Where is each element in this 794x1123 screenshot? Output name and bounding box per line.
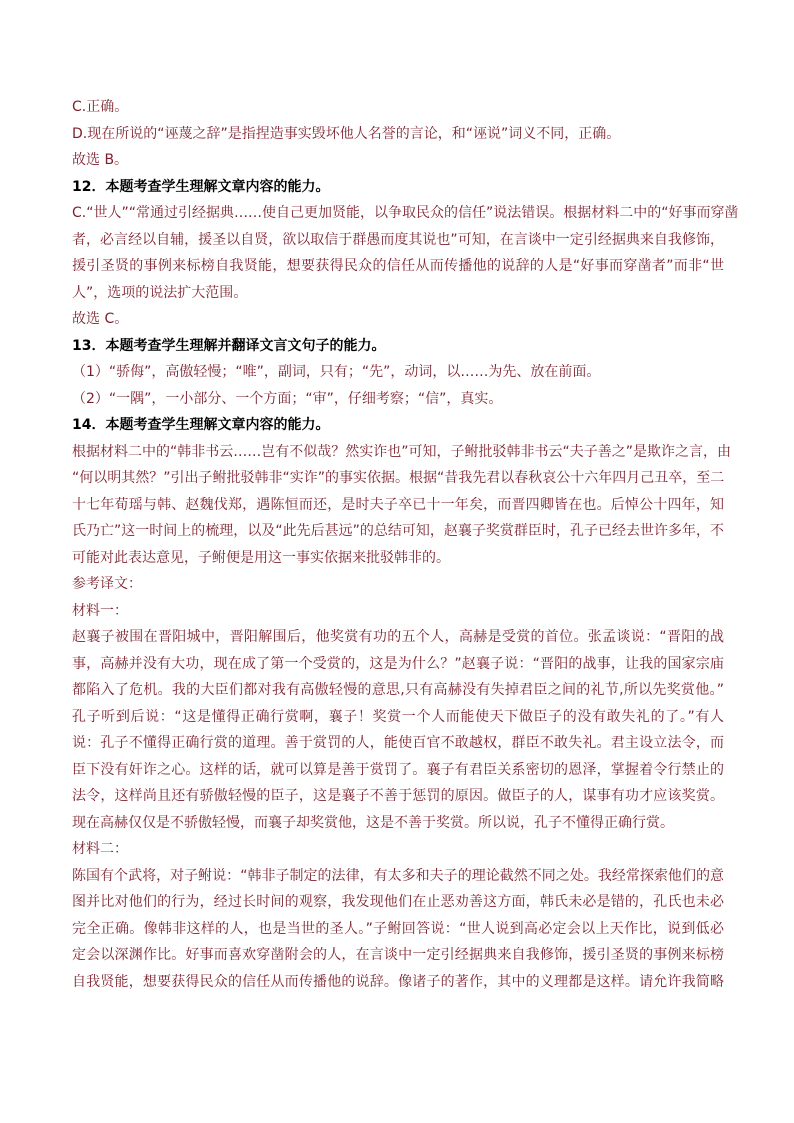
material-2-line: 定会以深渊作比。好事而喜欢穿凿附会的人，在言谈中一定引经据典来自我修饰，援引圣贤的事例来标榜 bbox=[72, 947, 724, 963]
material-1-line: 现在高赫仅仅是不骄傲轻慢，而襄子却奖赏他，这是不善于奖赏。所以说，孔子不懂得正确行赏。 bbox=[72, 814, 674, 831]
question-14-explanation-line: “何以明其然？”引出子鲋批驳韩非“实诈”的事实依据。根据“昔我先君以春秋哀公十六年四月己丑卒，至二 bbox=[72, 470, 725, 486]
question-13-part-1: （1）“骄侮”，高傲轻慢；“唯”，副词，只有；“先”，动词，以……为先、放在前面。 bbox=[72, 364, 601, 380]
question-14-explanation-line: 根据材料二中的“韩非书云……岂有不似哉？然实诈也”可知，子鲋批驳韩非书云“夫子善之”是欺诈之言，由 bbox=[72, 443, 732, 460]
material-2-line: 陈国有个武将，对子鲋说：“韩非子制定的法律，有太多和夫子的理论截然不同之处。我经常探索他们的意 bbox=[72, 867, 724, 884]
question-14-heading: 14．本题考查学生理解文章内容的能力。 bbox=[72, 417, 330, 433]
question-14-explanation-line: 氏乃亡”这一时间上的梳理，以及“此先后甚远”的总结可知，赵襄子奖赏群臣时，孔子已经去世许多年，不 bbox=[72, 523, 724, 539]
material-1-line: 事，高赫并没有大功，现在成了第一个受赏的，这是为什么？”赵襄子说：“晋阳的战事，让我的国家宗庙 bbox=[72, 655, 724, 672]
question-12-explanation-line: 人”，选项的说法扩大范围。 bbox=[72, 284, 248, 301]
material-1-line: 都陷入了危机。我的大臣们都对我有高傲轻慢的意思,只有高赫没有失掉君臣之间的礼节,所以先奖赏他。” bbox=[72, 682, 724, 698]
material-1-line: 说：孔子不懂得正确行赏的道理。善于赏罚的人，能使百官不敢越权，群臣不敢失礼。君主设立法令，而 bbox=[72, 735, 724, 751]
question-14-explanation-line: 十七年荀瑶与韩、赵魏伐郑，遇陈恒而还，是时夫子卒已十一年矣，而晋四卿皆在也。后悼公十四年，知 bbox=[72, 496, 724, 513]
material-2-line: 完全正确。像韩非这样的人，也是当世的圣人。”子鲋回答说：“世人说到高必定会以上天作比，说到低必 bbox=[72, 920, 724, 937]
question-14-explanation-line: 可能对此表达意见，子鲋便是用这一事实依据来批驳韩非的。 bbox=[72, 549, 450, 566]
answer-option-d: D.现在所说的“诬蔑之辞”是指捏造事实毁坏他人名誉的言论，和“诬说”词义不同，正确。 bbox=[72, 125, 621, 142]
translation-heading: 参考译文： bbox=[72, 576, 142, 592]
question-13-heading: 13．本题考查学生理解并翻译文言文句子的能力。 bbox=[72, 337, 386, 354]
material-2-line: 自我贤能，想要获得民众的信任从而传播他的说辞。像诸子的著作，其中的义理都是这样。请允许我简略 bbox=[72, 973, 724, 990]
material-1-line: 法令，这样尚且还有骄傲轻慢的臣子，这是襄子不善于惩罚的原因。做臣子的人，谋事有功才应该奖赏。 bbox=[72, 788, 724, 804]
material-2-heading: 材料二： bbox=[72, 841, 128, 857]
answer-choice-12: 故选 C。 bbox=[72, 311, 129, 327]
answer-option-c: C.正确。 bbox=[72, 99, 129, 115]
material-1-line: 赵襄子被围在晋阳城中，晋阳解围后，他奖赏有功的五个人，高赫是受赏的首位。张孟谈说：“晋阳的战 bbox=[72, 629, 724, 645]
answer-choice-11: 故选 B。 bbox=[72, 152, 129, 168]
document-page bbox=[72, 94, 739, 995]
question-12-explanation-line: 援引圣贤的事例来标榜自我贤能，想要获得民众的信任从而传播他的说辞的人是“好事而穿凿者”而非“世 bbox=[72, 258, 724, 274]
question-12-heading: 12．本题考查学生理解文章内容的能力。 bbox=[72, 178, 330, 195]
material-2-line: 图并比对他们的行为，经过长时间的观察，我发现他们在止恶劝善这方面，韩氏未必是错的，孔氏也未必 bbox=[72, 894, 724, 910]
question-13-part-2: （2）“一隅”，一小部分、一个方面；“审”，仔细考察；“信”，真实。 bbox=[72, 390, 503, 407]
material-1-heading: 材料一： bbox=[72, 602, 128, 619]
question-12-explanation-line: 者，必言经以自辅，援圣以自贤，欲以取信于群愚而度其说也”可知，在言谈中一定引经据典来自我修饰， bbox=[72, 231, 724, 248]
question-12-explanation-line: C.“世人”“常通过引经据典……使自己更加贤能，以争取民众的信任”说法错误。根据材料二中的“好事而穿凿 bbox=[72, 205, 739, 221]
material-1-line: 臣下没有奸诈之心。这样的话，就可以算是善于赏罚了。襄子有君臣关系密切的恩泽，掌握着令行禁止的 bbox=[72, 761, 724, 778]
material-1-line: 孔子听到后说：“这是懂得正确行赏啊，襄子！奖赏一个人而能使天下做臣子的没有敢失礼的了。”有人 bbox=[72, 708, 724, 725]
